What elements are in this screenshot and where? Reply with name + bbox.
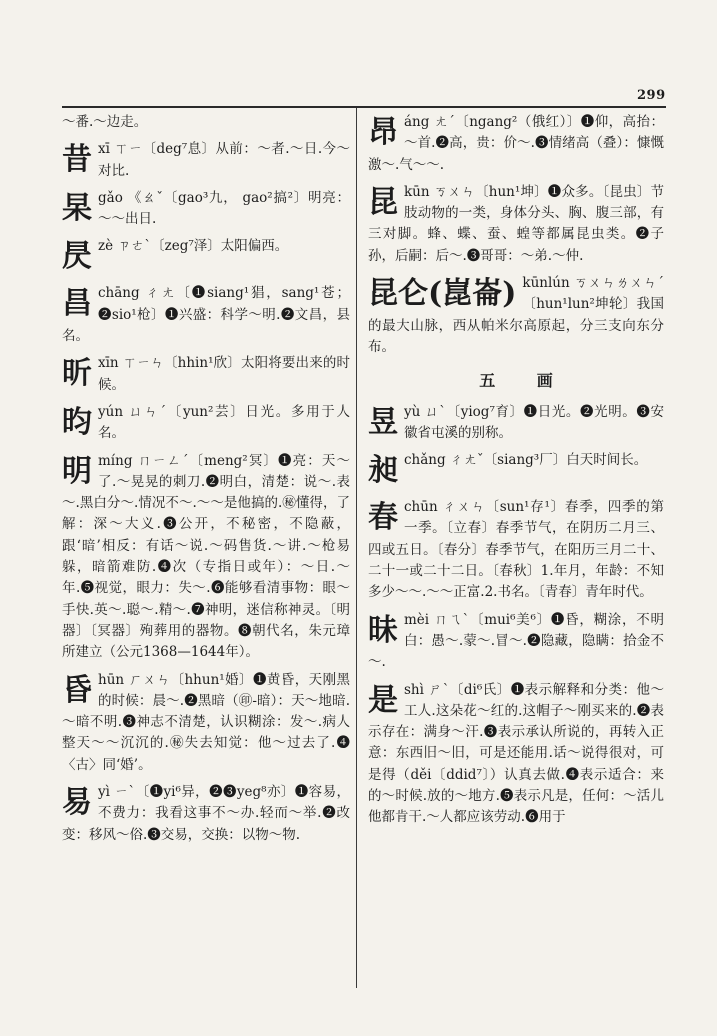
section-title-text: 五 画 (479, 371, 571, 391)
entry-body: chūn ㄔㄨㄣ〔sun¹存¹〕春季，四季的第一季。〔立春〕春季节气，在阴历二月三、四或五日。〔春分〕春季节气，在阳历三月二十、二十一或二十二日。〔春秋〕1.年月，年龄：不知多少～～.～～正富.2.书名。〔青春〕青年时代。 (368, 499, 664, 601)
entry-headword: 易 (62, 785, 92, 821)
entry-headword: 昆 (368, 184, 398, 220)
entry-body: gǎo 《ㄠˇ〔gao³九， gao²搞²〕明亮：～～出日. (98, 189, 350, 228)
entry-yi (62, 782, 350, 846)
entry-body: xīn ㄒㄧㄣ〔hhin¹欣〕太阳将要出来的时候。 (98, 355, 350, 393)
entry-headword: 昶 (368, 453, 398, 489)
entry-body: hūn ㄏㄨㄣ〔hhun¹婚〕❶黄昏，天刚黑的时候：晨～.❷黑暗（㊞-暗）：天～地暗.～暗不明.❸神志不清楚，认识糊涂：发～.病人整天～～沉沉的.㊙失去知觉：他～过去了.❹〈古〉同‘婚’。 (62, 671, 350, 773)
entry-ze (62, 236, 350, 277)
entry-headword: 昆仑(崑崙) (368, 276, 517, 312)
entry-shi (368, 680, 664, 829)
entry-chang2 (368, 450, 664, 491)
entry-xi (62, 139, 350, 182)
entry-headword: 春 (368, 500, 398, 536)
entry-yun (62, 402, 350, 445)
entry-body: xī ㄒㄧ〔deg⁷息〕从前：～者.～日.今～对比. (98, 141, 350, 179)
continuation-text: ～番.～边走。 (62, 114, 148, 130)
entry-body: shì ㄕˋ〔di⁶氏〕❶表示解释和分类：他～工人.这朵花～红的.这帽子～刚买来的.❷表示存在：满身～汗.❸表示承认所说的，再转入正意：东西旧～旧，可是还能用.话～说得很对，可是得（děi〔ddid⁷〕）认真去做.❹表示适合：来的～时候.放的～地方.❺表示凡是，任何：～活儿他都肯干.～人都应该劳动.❻用于 (368, 681, 664, 826)
entry-body: chāng ㄔㄤ〔❶siang¹猖，sang¹苍；❷sio¹枪〕❶兴盛：科学～明.❷文昌，县名。 (62, 285, 350, 345)
entry-chun (368, 497, 664, 603)
entry-headword: 明 (62, 453, 92, 489)
entry-headword: 是 (368, 682, 398, 718)
entry-headword: 昏 (62, 672, 92, 708)
left-column (62, 112, 350, 852)
top-rule (62, 106, 666, 108)
entry-headword: 昀 (62, 404, 92, 440)
entry-headword: 昕 (62, 356, 92, 392)
entry-chang (62, 283, 350, 347)
entry-body: chǎng ㄔㄤˇ〔siang³厂〕白天时间长。 (404, 452, 648, 469)
entry-body: yún ㄩㄣˊ〔yun²芸〕日光。多用于人名。 (98, 403, 350, 442)
entry-body: kūn ㄎㄨㄣ〔hun¹坤〕❶众多。〔昆虫〕节肢动物的一类，身体分头、胸、腹三部，有三对脚。蜂、蝶、蚕、蝗等都属昆虫类。❷子孙，后嗣：后～.❸哥哥：～弟.～仲. (368, 183, 664, 264)
entry-xin (62, 353, 350, 396)
entry-headword: 昧 (368, 612, 398, 648)
entry-headword: 昃 (62, 239, 92, 275)
entry-hun (62, 670, 350, 776)
page-number: 299 (637, 88, 666, 103)
entry-headword: 昱 (368, 404, 398, 440)
entry-headword: 昔 (62, 142, 92, 178)
section-title (368, 370, 664, 391)
entry-gao (62, 188, 350, 231)
column-divider (356, 108, 357, 988)
entry-kunlun (368, 273, 664, 358)
entry-headword: 杲 (62, 190, 92, 226)
entry-headword: 昌 (62, 286, 92, 322)
entry-ming (62, 451, 350, 664)
entry-body: míng ㄇㄧㄥˊ〔meng²冥〕❶亮：天～了.～晃晃的刺刀.❷明白，清楚：说～.表～.黑白分～.情况不～.～～是他搞的.㊙懂得，了解：深～大义.❸公开，不秘密，不隐蔽，跟‘暗’相反：有话～说.～码售货.～讲.～枪易躲，暗箭难防.❹次（专指日或年）：～日.～年.❺视觉，眼力：失～.❻能够看清事物：眼～手快.英～.聪～.精～.❼神明，迷信称神灵。〔明器〕〔冥器〕殉葬用的器物。❽朝代名，朱元璋所建立（公元1368—1644年）。 (62, 452, 350, 661)
right-column (368, 112, 664, 835)
entry-mei (368, 610, 664, 674)
entry-body: áng ㄤˊ〔ngang²（俄红）〕❶仰，高抬：～首.❷高，贵：价～.❸情绪高（叠）：慷慨激～.气～～. (368, 114, 664, 173)
entry-body: zè ㄗㄜˋ〔zeg⁷泽〕太阳偏西。 (98, 238, 289, 255)
entry-body: yì ㄧˋ〔❶yi⁶异，❷❸yeg⁸亦〕❶容易，不费力：我看这事不～办.轻而～举.❷改变：移风～俗.❸交易，交换：以物～物. (62, 784, 350, 843)
entry-headword: 昂 (368, 115, 398, 150)
entry-kun (368, 182, 664, 267)
entry-yu (368, 402, 664, 445)
entry-body: mèi ㄇㄟˋ〔mui⁶美⁶〕❶昏，糊涂，不明白：愚～.蒙～.冒～.❷隐藏，隐瞒：拾金不～. (368, 611, 664, 671)
entry-ang (368, 112, 664, 176)
entry-body: yù ㄩˋ〔yiog⁷育〕❶日光。❷光明。❸安徽省屯溪的别称。 (404, 403, 664, 441)
entry-body: kūnlún ㄎㄨㄣㄌㄨㄣˊ〔hun¹lun²坤轮〕我国的最大山脉，西从帕米尔高原起，分三支向东分布。 (368, 275, 664, 355)
